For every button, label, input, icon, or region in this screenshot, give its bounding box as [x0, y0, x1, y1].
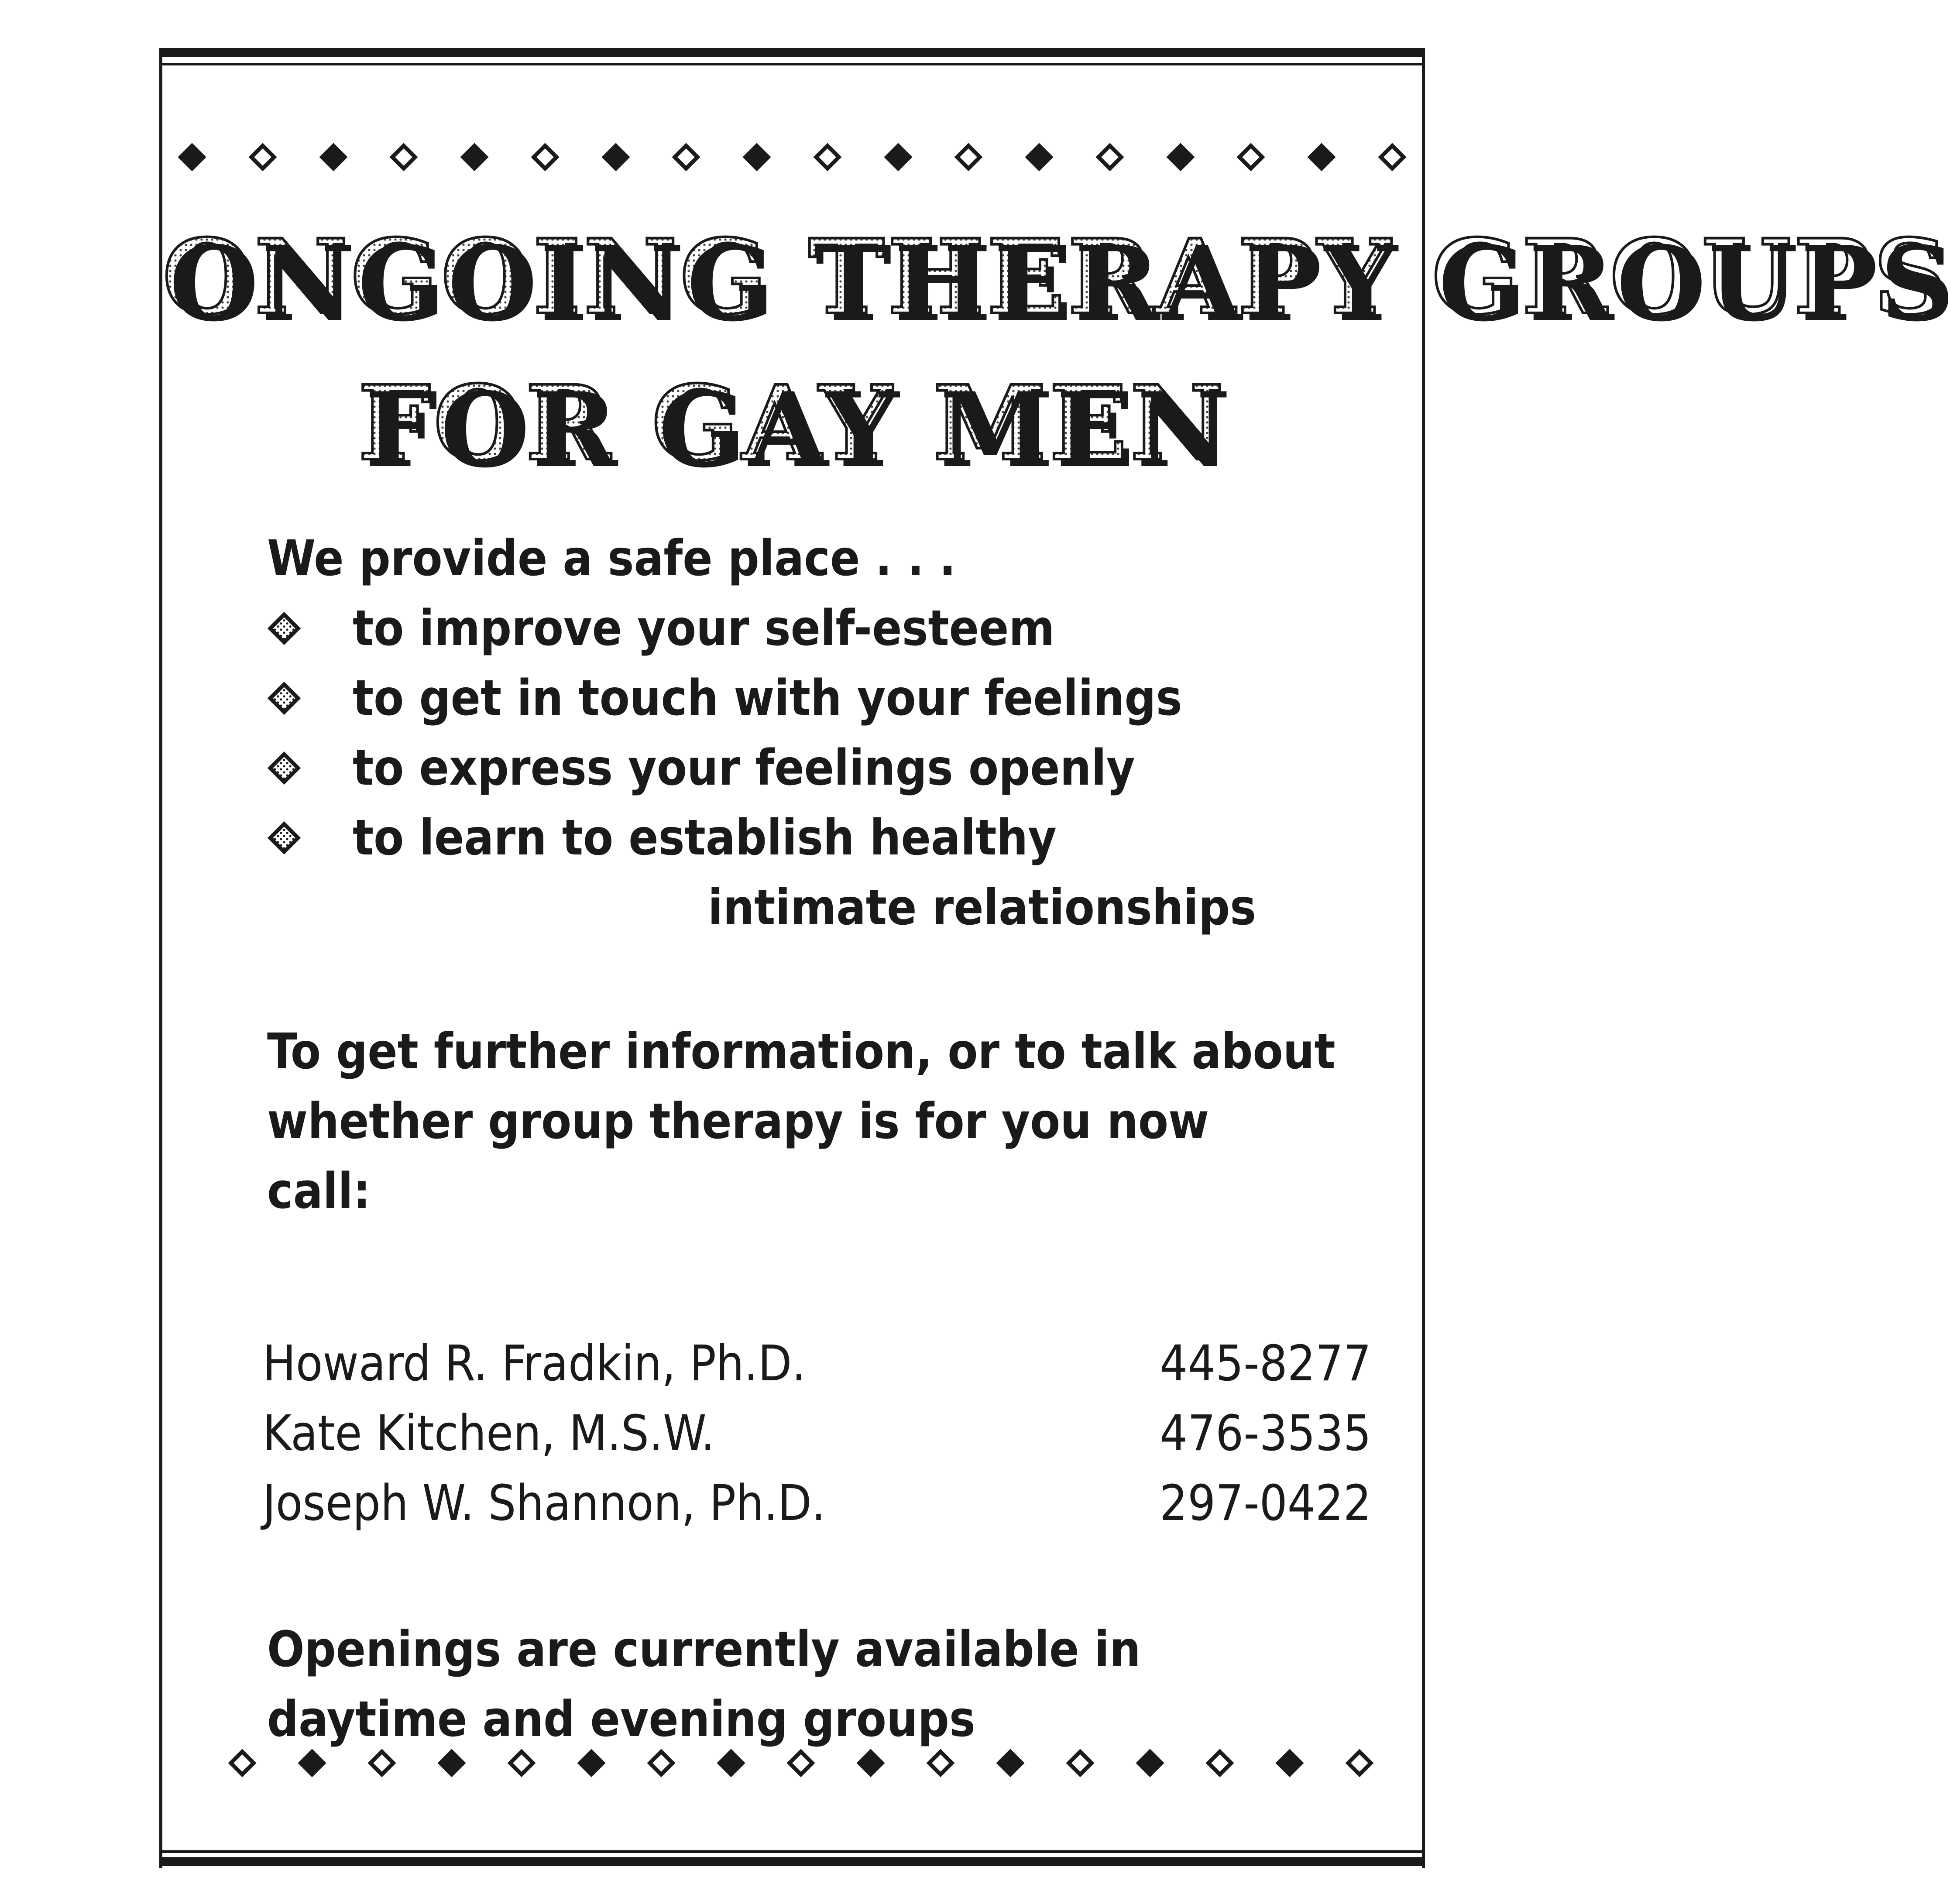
list-item: [267, 593, 1182, 663]
diamond-filled-icon: [601, 143, 630, 171]
bullet-text: to get in touch with your feelings: [353, 670, 1182, 727]
diamond-filled-icon: [437, 1749, 466, 1777]
diamond-hollow-icon: [786, 1749, 815, 1777]
diamond-filled-icon: [1166, 143, 1195, 171]
bottom-border-rule: [159, 1850, 1425, 1868]
diamond-filled-icon: [298, 1749, 326, 1777]
bullet-text: to learn to establish healthy: [353, 810, 1057, 866]
bullet-text: to express your feelings openly: [353, 740, 1135, 796]
diamond-hollow-icon: [228, 1749, 256, 1777]
diamond-filled-icon: [884, 143, 912, 171]
contact-name: Howard R. Fradkin, Ph.D.: [263, 1335, 806, 1392]
top-diamond-row: [182, 135, 1402, 179]
diamond-filled-icon: [856, 1749, 885, 1777]
info-line-3: call:: [267, 1163, 371, 1220]
title-line-1: ONGOING THERAPY GROUPS: [162, 217, 1950, 337]
intro-text: We provide a safe place . . .: [267, 530, 956, 587]
diamond-hollow-icon: [647, 1749, 675, 1777]
diamond-filled-icon: [1275, 1749, 1304, 1777]
diamond-hollow-icon: [1095, 143, 1124, 171]
contact-row: [263, 1468, 1371, 1538]
contact-name: Kate Kitchen, M.S.W.: [263, 1405, 715, 1462]
diamond-hollow-icon: [390, 143, 418, 171]
diamond-bullet-icon: [268, 682, 301, 715]
diamond-hollow-icon: [672, 143, 700, 171]
diamond-filled-icon: [1307, 143, 1335, 171]
contact-row: [263, 1329, 1371, 1399]
list-item: [267, 803, 1182, 873]
diamond-filled-icon: [1025, 143, 1053, 171]
title-line-2: FOR GAY MEN: [162, 362, 1422, 484]
flyer: [159, 48, 1950, 1868]
bullet-text: to improve your self-esteem: [353, 600, 1055, 657]
list-item: [267, 733, 1182, 803]
diamond-hollow-icon: [926, 1749, 954, 1777]
diamond-bullet-icon: [268, 821, 301, 854]
openings-line-2: daytime and evening groups: [267, 1691, 975, 1748]
contact-phone: 476-3535: [1159, 1405, 1371, 1462]
diamond-hollow-icon: [507, 1749, 536, 1777]
diamond-hollow-icon: [1378, 143, 1406, 171]
contact-phone: 297-0422: [1159, 1475, 1371, 1532]
diamond-filled-icon: [319, 143, 347, 171]
contact-list: [263, 1329, 1371, 1538]
diamond-filled-icon: [717, 1749, 745, 1777]
info-line-1: To get further information, or to talk about: [267, 1023, 1335, 1080]
diamond-filled-icon: [460, 143, 488, 171]
bullet-continuation: intimate relationships: [708, 879, 1257, 936]
diamond-filled-icon: [742, 143, 771, 171]
diamond-hollow-icon: [1237, 143, 1265, 171]
bullet-list: [267, 593, 1182, 873]
contact-name: Joseph W. Shannon, Ph.D.: [263, 1475, 826, 1532]
info-line-2: whether group therapy is for you now: [267, 1093, 1209, 1150]
contact-row: [263, 1399, 1371, 1468]
openings-paragraph: [267, 1615, 1141, 1754]
diamond-filled-icon: [996, 1749, 1024, 1777]
diamond-hollow-icon: [367, 1749, 396, 1777]
top-border-rule: [159, 48, 1425, 65]
info-paragraph: [267, 1017, 1335, 1226]
diamond-hollow-icon: [531, 143, 559, 171]
diamond-hollow-icon: [813, 143, 841, 171]
diamond-bullet-icon: [268, 612, 301, 645]
diamond-hollow-icon: [1345, 1749, 1373, 1777]
diamond-filled-icon: [577, 1749, 605, 1777]
diamond-filled-icon: [178, 143, 206, 171]
bottom-diamond-row: [232, 1741, 1370, 1785]
diamond-hollow-icon: [1066, 1749, 1094, 1777]
diamond-filled-icon: [1136, 1749, 1164, 1777]
diamond-hollow-icon: [248, 143, 277, 171]
contact-phone: 445-8277: [1159, 1335, 1371, 1392]
list-item: [267, 663, 1182, 733]
openings-line-1: Openings are currently available in: [267, 1621, 1141, 1678]
diamond-hollow-icon: [954, 143, 983, 171]
diamond-hollow-icon: [1205, 1749, 1234, 1777]
diamond-bullet-icon: [268, 751, 301, 785]
